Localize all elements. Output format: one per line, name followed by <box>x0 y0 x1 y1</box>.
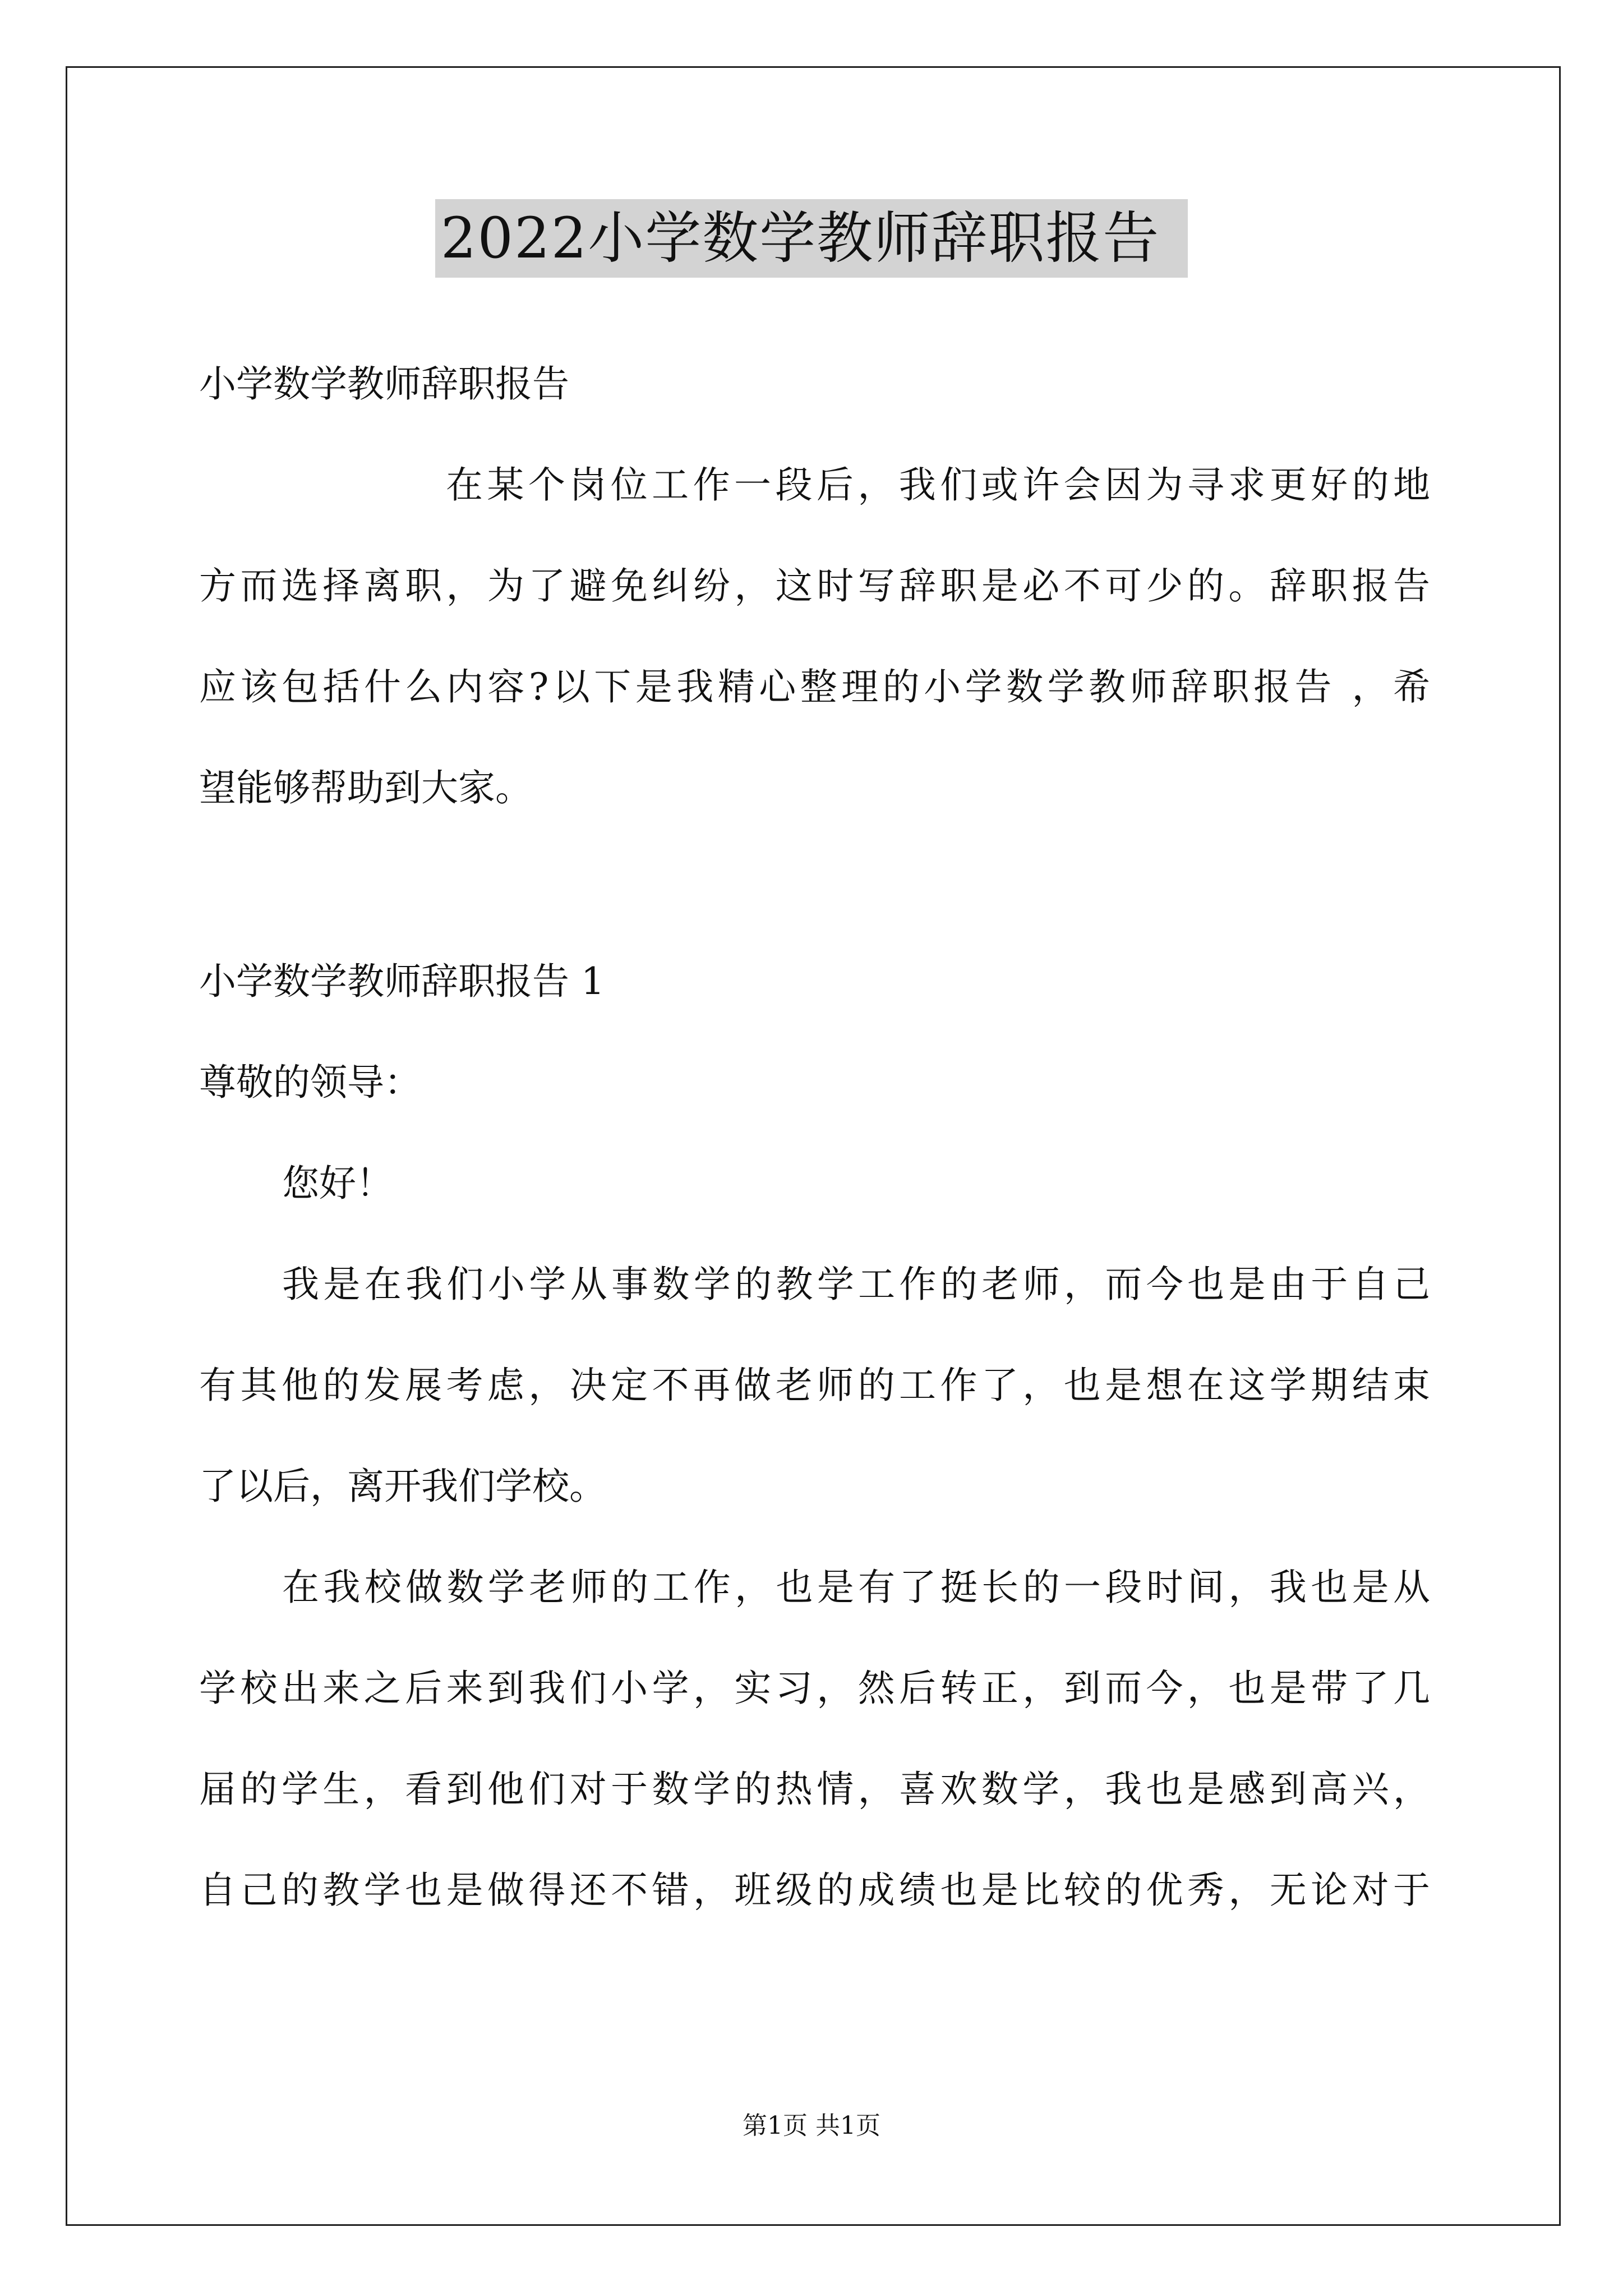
salutation: 尊敬的领导： <box>199 1061 421 1104</box>
body-line: 我是在我们小学从事数学的教学工作的老师，而今也是由于自己 <box>282 1263 1430 1306</box>
body-line: 望能够帮助到大家。 <box>199 766 532 809</box>
document-title: 2022小学数学教师辞职报告 <box>435 199 1188 278</box>
body-line: 应该包括什么内容?以下是我精心整理的小学数学教师辞职报告 ，希 <box>199 665 1430 708</box>
body-line: 在我校做数学老师的工作，也是有了挺长的一段时间，我也是从 <box>282 1566 1430 1609</box>
body-line: 了以后，离开我们学校。 <box>199 1465 606 1508</box>
greeting: 您好！ <box>282 1162 393 1205</box>
body-line: 自己的教学也是做得还不错，班级的成绩也是比较的优秀，无论对于 <box>199 1869 1430 1912</box>
body-line: 小学数学教师辞职报告 <box>199 362 569 406</box>
body-line: 方而选择离职，为了避免纠纷，这时写辞职是必不可少的。辞职报告 <box>199 564 1430 608</box>
body-line: 届的学生，看到他们对于数学的热情，喜欢数学，我也是感到高兴， <box>199 1768 1430 1811</box>
body-line: 有其他的发展考虑，决定不再做老师的工作了，也是想在这学期结束 <box>199 1364 1430 1407</box>
page-footer: 第1页 共1页 <box>743 2111 880 2140</box>
body-line: 在某个岗位工作一段后，我们或许会因为寻求更好的地 <box>446 463 1430 507</box>
title-container <box>0 199 1623 278</box>
body-line: 学校出来之后来到我们小学，实习，然后转正，到而今，也是带了几 <box>199 1667 1430 1710</box>
section-heading: 小学数学教师辞职报告 1 <box>199 960 605 1003</box>
